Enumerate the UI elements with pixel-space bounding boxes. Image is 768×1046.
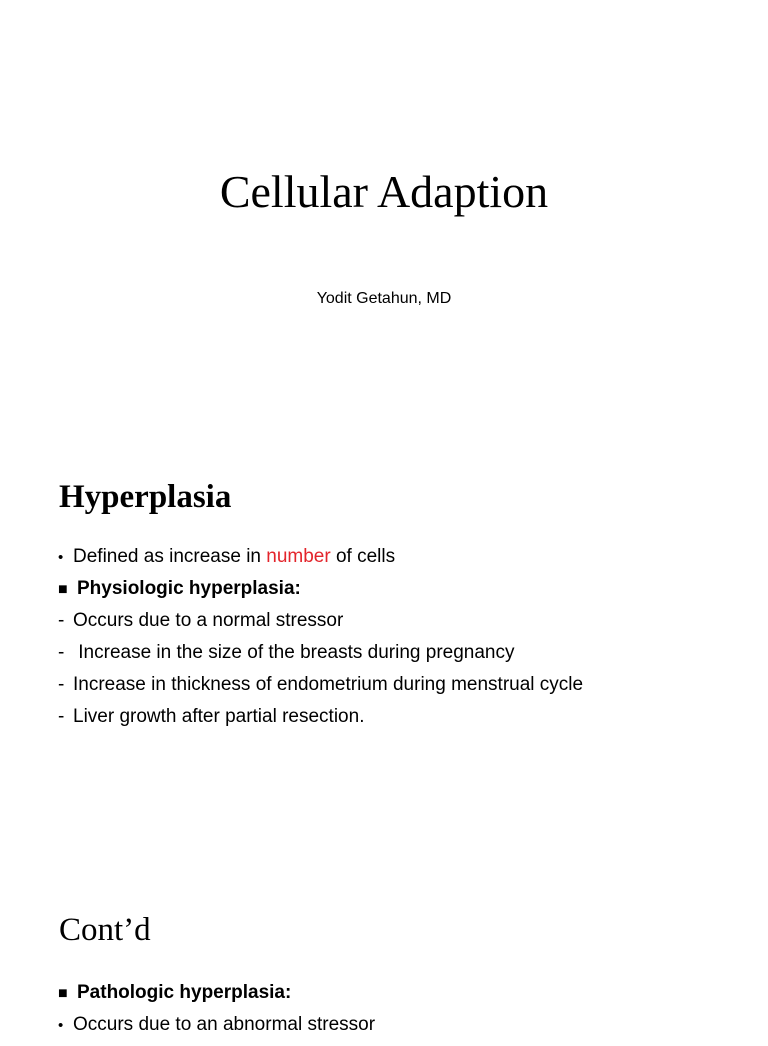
definition-prefix: Defined as increase in	[73, 546, 267, 567]
subheading-text: Physiologic hyperplasia:	[77, 578, 301, 599]
list-item	[58, 1014, 748, 1046]
list-item	[58, 610, 748, 642]
title-slide	[0, 0, 768, 432]
subheading-line	[58, 578, 748, 610]
hyperplasia-slide	[0, 432, 768, 864]
continued-slide	[0, 864, 768, 1035]
list-item-text: Occurs due to an abnormal stressor	[73, 1014, 376, 1035]
dash-marker: -	[58, 642, 65, 663]
list-item-text: Liver growth after partial resection.	[73, 706, 365, 727]
list-item	[58, 706, 748, 738]
highlighted-word: number	[266, 546, 331, 567]
list-item-text: Occurs due to a normal stressor	[73, 610, 344, 631]
list-item-text: Increase in the size of the breasts during pregnancy	[73, 642, 515, 663]
bullet-marker: •	[58, 549, 64, 566]
definition-suffix: of cells	[330, 546, 396, 567]
dash-marker: -	[58, 610, 65, 631]
list-item	[58, 674, 748, 706]
list-item	[58, 642, 748, 674]
author-name: Yodit Getahun, MD	[316, 290, 452, 307]
square-bullet-icon: ■	[58, 985, 68, 1002]
subheading-line	[58, 982, 748, 1014]
bullet-marker: •	[58, 1017, 64, 1034]
slide-heading: Hyperplasia	[59, 479, 232, 515]
square-bullet-icon: ■	[58, 581, 68, 598]
definition-text	[73, 546, 395, 568]
subheading-text: Pathologic hyperplasia:	[77, 982, 292, 1003]
slide-body	[58, 546, 748, 738]
presentation-title: Cellular Adaption	[219, 166, 549, 217]
slide-body	[58, 982, 748, 1046]
list-item-text: Increase in thickness of endometrium during menstrual cycle	[73, 674, 584, 695]
dash-marker: -	[58, 674, 65, 695]
definition-line	[58, 546, 748, 578]
slide-heading: Cont’d	[59, 912, 151, 948]
dash-marker: -	[58, 706, 65, 727]
